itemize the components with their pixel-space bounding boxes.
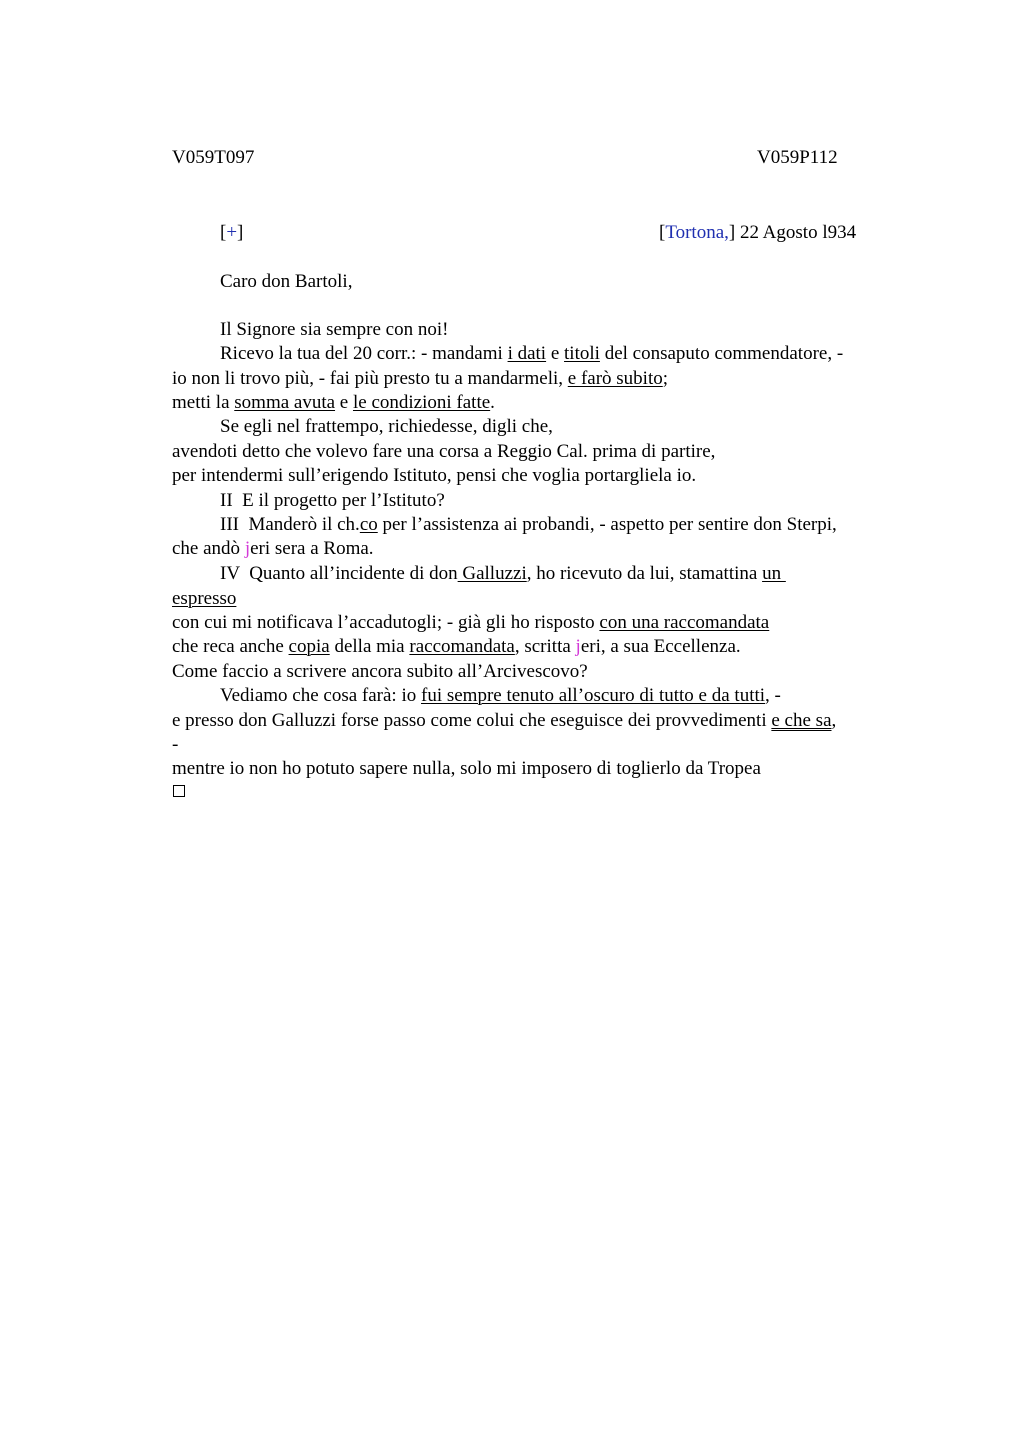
letter-line: espresso [172, 588, 237, 609]
underlined-text: un [762, 563, 786, 584]
letter-line [172, 391, 495, 415]
underlined-text: fui sempre tenuto all’oscuro di tutto e da tutti [421, 685, 766, 706]
letter-line: avendoti detto che volevo fare una corsa a Reggio Cal. prima di partire, [172, 441, 716, 462]
bracket-open: [ [220, 222, 227, 243]
document-code-right: V059P112 [757, 147, 838, 168]
bracket-open: [ [659, 222, 666, 243]
square-box-icon [173, 785, 185, 797]
text-run: Vediamo che cosa farà: io [220, 685, 421, 706]
text-run: ; [662, 368, 669, 389]
letter-line [172, 537, 374, 561]
underlined-text: Galluzzi [457, 563, 527, 584]
letter-line [220, 342, 843, 366]
underlined-text: i dati [507, 343, 547, 364]
plus-icon: + [226, 222, 238, 243]
underlined-text: raccomandata [409, 636, 515, 657]
text-run: eri sera a Roma. [250, 538, 374, 559]
double-underlined-text: e che sa [771, 710, 832, 731]
greeting: Caro don Bartoli, [220, 271, 353, 292]
letter-line [172, 367, 668, 391]
text-run: e [335, 392, 353, 413]
text-run: della mia [329, 636, 410, 657]
underlined-text: le condizioni fatte [352, 392, 491, 413]
letter-line [172, 611, 769, 635]
text-run: con cui mi notificava l’accadutogli; - già gli ho risposto [172, 612, 600, 633]
text-run: per l’assistenza ai probandi, - aspetto per sentire don Sterpi, [377, 514, 837, 535]
letter-line: mentre io non ho potuto sapere nulla, solo mi imposero di toglierlo da Tropea [172, 758, 761, 779]
underlined-text: titoli [564, 343, 600, 364]
editorial-marker [220, 221, 243, 245]
text-run: , [831, 710, 837, 731]
bracket-close: ] [237, 222, 244, 243]
text-run: io non li trovo più, - fai più presto tu a mandarmeli, [172, 368, 568, 389]
text-run: Ricevo la tua del 20 corr.: - mandami [220, 343, 508, 364]
text-run: e presso don Galluzzi forse passo come colui che eseguisce dei provvedimenti [172, 710, 772, 731]
underlined-text: somma avuta [234, 392, 336, 413]
letter-line: Il Signore sia sempre con noi! [220, 319, 449, 340]
letter-line [172, 709, 836, 733]
underlined-text: con una raccomandata [599, 612, 770, 633]
text-run: , ho ricevuto da lui, stamattina [526, 563, 763, 584]
letter-line: per intendermi sull’erigendo Istituto, pensi che voglia portargliela io. [172, 465, 697, 486]
text-run: del consaputo commendatore, - [599, 343, 844, 364]
underlined-text: copia [288, 636, 330, 657]
text-run: che andò [172, 538, 245, 559]
text-run: metti la [172, 392, 235, 413]
date-text: ] 22 Agosto l934 [728, 222, 857, 243]
underlined-text: e farò subito [567, 368, 663, 389]
underlined-text: co [359, 514, 378, 535]
text-run: e [546, 343, 565, 364]
text-run: . [490, 392, 495, 413]
letter-line [220, 684, 781, 708]
text-run: IV Quanto all’incidente di don [220, 563, 458, 584]
letter-line [172, 635, 741, 659]
place-date [659, 221, 856, 245]
document-code-left: V059T097 [172, 147, 255, 168]
letter-line: Se egli nel frattempo, richiedesse, digli che, [220, 416, 553, 437]
text-run: , - [765, 685, 781, 706]
place-name: Tortona, [665, 222, 729, 243]
text-run: , scritta [514, 636, 576, 657]
text-run: III Manderò il ch. [220, 514, 360, 535]
letter-line [220, 562, 786, 586]
letter-line [220, 513, 837, 537]
letter-line: II E il progetto per l’Istituto? [220, 490, 445, 511]
letter-line: Come faccio a scrivere ancora subito all’Arcivescovo? [172, 661, 588, 682]
letter-line: - [172, 734, 179, 755]
highlighted-letter: j [575, 636, 581, 657]
text-run: eri, a sua Eccellenza. [580, 636, 741, 657]
highlighted-letter: j [244, 538, 251, 559]
text-run: che reca anche [172, 636, 289, 657]
